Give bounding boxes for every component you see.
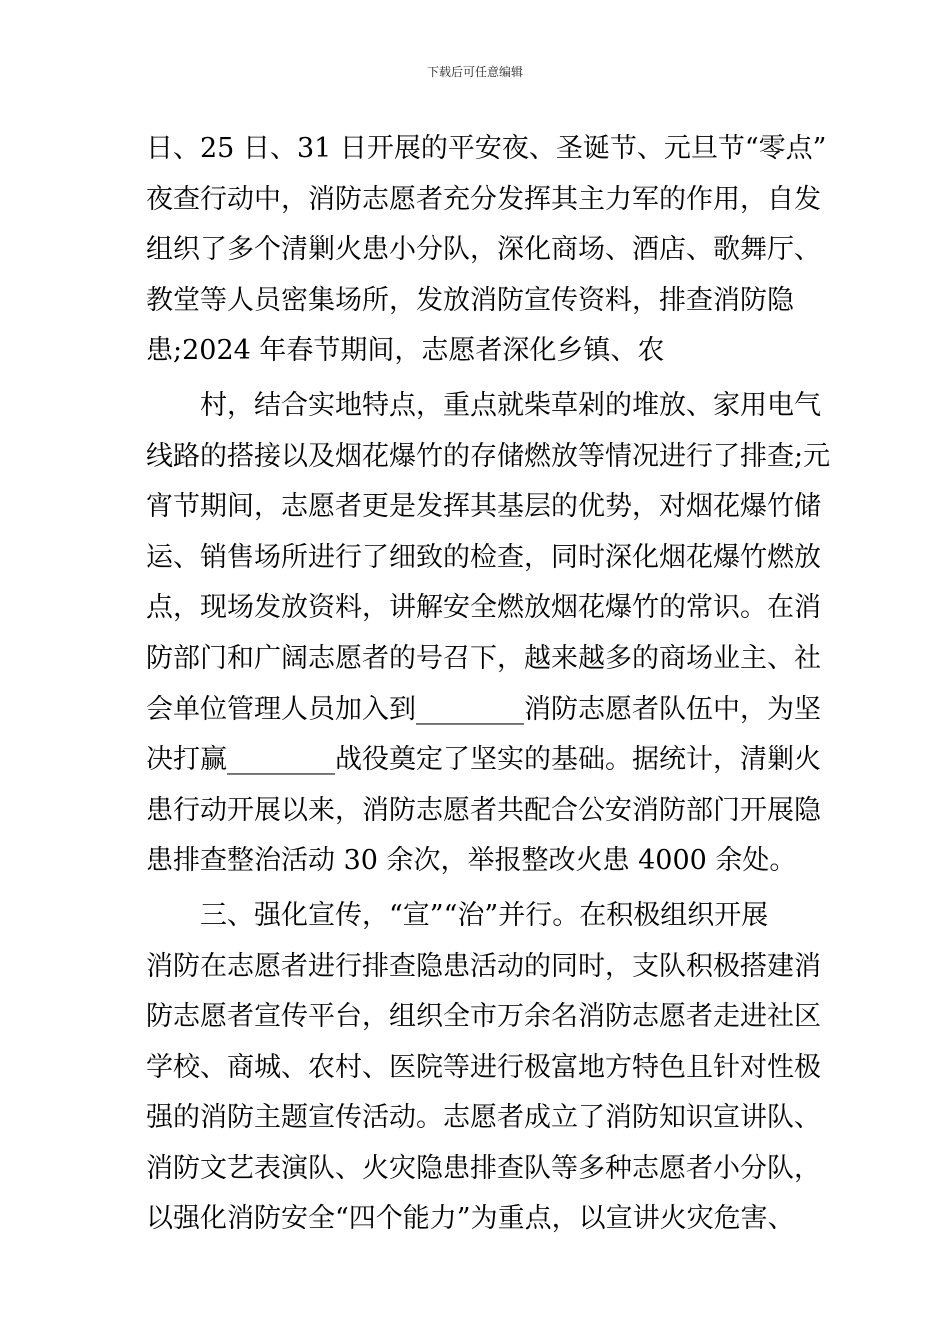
paragraph-2 — [146, 381, 831, 887]
text-line: 以强化消防安全“四个能力”为重点，以宣讲火灾危害、 — [146, 1203, 795, 1235]
text-line: 患排查整治活动 30 余次，举报整改火患 4000 余处。 — [146, 845, 797, 877]
text-line: 村，结合实地特点，重点就柴草剁的堆放、家用电气 — [200, 389, 821, 421]
text-line: 三、强化宣传，“宣”“治”并行。在积极组织开展 — [200, 899, 769, 931]
text-line: 日、25 日、31 日开展的平安夜、圣诞节、元旦节“零点” — [146, 133, 827, 164]
text-line: 组织了多个清剿火患小分队，深化商场、酒店、歌舞厅、 — [146, 234, 821, 266]
text-line: 运、销售场所进行了细致的检查，同时深化烟花爆竹燃放 — [146, 541, 821, 573]
text-line: 会单位管理人员加入到________消防志愿者队伍中，为坚 — [146, 693, 821, 725]
page-header: 下载后可任意编辑 — [426, 65, 523, 79]
text-line: 线路的搭接以及烟花爆竹的存储燃放等情况进行了排查;元 — [146, 440, 831, 472]
text-line: 消防在志愿者进行排查隐患活动的同时，支队积极搭建消 — [146, 950, 821, 982]
text-line: 点，现场发放资料，讲解安全燃放烟花爆竹的常识。在消 — [146, 592, 821, 624]
text-line: 患;2024 年春节期间，志愿者深化乡镇、农 — [146, 335, 665, 367]
text-line: 消防文艺表演队、火灾隐患排查队等多种志愿者小分队， — [146, 1152, 821, 1184]
text-line: 防志愿者宣传平台，组织全市万余名消防志愿者走进社区 — [146, 1001, 821, 1033]
text-line: 患行动开展以来，消防志愿者共配合公安消防部门开展隐 — [146, 794, 821, 826]
text-line: 防部门和广阔志愿者的号召下，越来越多的商场业主、社 — [146, 642, 821, 674]
text-line: 强的消防主题宣传活动。志愿者成立了消防知识宣讲队、 — [146, 1102, 821, 1134]
text-line: 学校、商城、农村、医院等进行极富地方特色且针对性极 — [146, 1051, 821, 1083]
document-body — [146, 124, 831, 1245]
text-line: 教堂等人员密集场所，发放消防宣传资料，排查消防隐 — [146, 284, 794, 316]
text-line: 宵节期间，志愿者更是发挥其基层的优势，对烟花爆竹储 — [146, 491, 821, 523]
text-line: 夜查行动中，消防志愿者充分发挥其主力军的作用，自发 — [146, 183, 821, 215]
text-line: 决打赢________战役奠定了坚实的基础。据统计，清剿火 — [146, 744, 821, 776]
paragraph-1 — [146, 124, 827, 377]
paragraph-3 — [146, 891, 821, 1245]
